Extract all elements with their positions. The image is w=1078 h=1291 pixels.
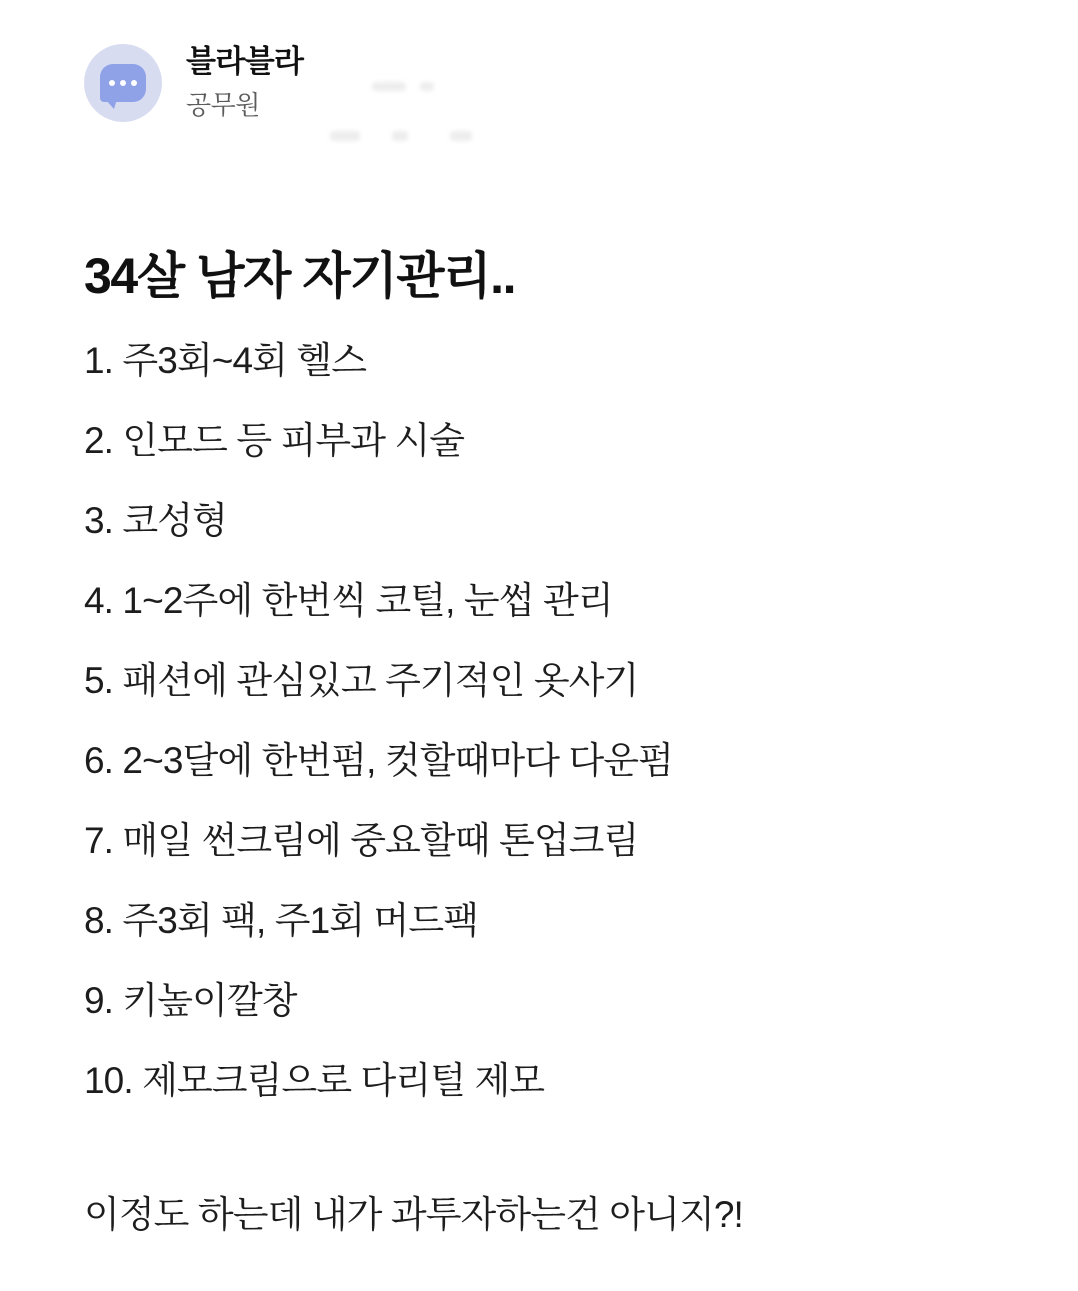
avatar bbox=[84, 44, 162, 122]
post-list bbox=[84, 342, 1008, 1099]
bubble-dot bbox=[120, 80, 126, 86]
list-item: 6. 2~3달에 한번펌, 컷할때마다 다운펌 bbox=[84, 740, 673, 781]
channel-name: 블라블라 bbox=[186, 44, 304, 80]
header-text bbox=[186, 43, 303, 123]
post-header bbox=[0, 0, 1078, 118]
channel-subtitle: 공무원 bbox=[186, 89, 260, 120]
chat-bubble-icon bbox=[100, 64, 146, 102]
closing-text: 이정도 하는데 내가 과투자하는건 아니지?! bbox=[84, 1194, 743, 1235]
redacted-mark bbox=[392, 131, 408, 141]
redacted-mark bbox=[372, 82, 406, 91]
redacted-mark bbox=[450, 131, 472, 141]
bubble-dot bbox=[131, 80, 137, 86]
list-item: 4. 1~2주에 한번씩 코털, 눈썹 관리 bbox=[84, 580, 613, 621]
redacted-mark bbox=[420, 82, 434, 91]
list-item: 3. 코성형 bbox=[84, 500, 227, 541]
redacted-mark bbox=[330, 131, 360, 141]
list-item: 8. 주3회 팩, 주1회 머드팩 bbox=[84, 900, 479, 941]
list-item: 5. 패션에 관심있고 주기적인 옷사기 bbox=[84, 660, 639, 701]
page-title: 34살 남자 자기관리.. bbox=[84, 248, 516, 304]
list-item: 2. 인모드 등 피부과 시술 bbox=[84, 420, 465, 461]
list-item: 1. 주3회~4회 헬스 bbox=[84, 340, 367, 381]
list-item: 7. 매일 썬크림에 중요할때 톤업크림 bbox=[84, 820, 639, 861]
list-item: 10. 제모크림으로 다리털 제모 bbox=[84, 1060, 545, 1101]
list-item: 9. 키높이깔창 bbox=[84, 980, 297, 1021]
bubble-dot bbox=[109, 80, 115, 86]
post-body bbox=[0, 246, 1078, 1239]
